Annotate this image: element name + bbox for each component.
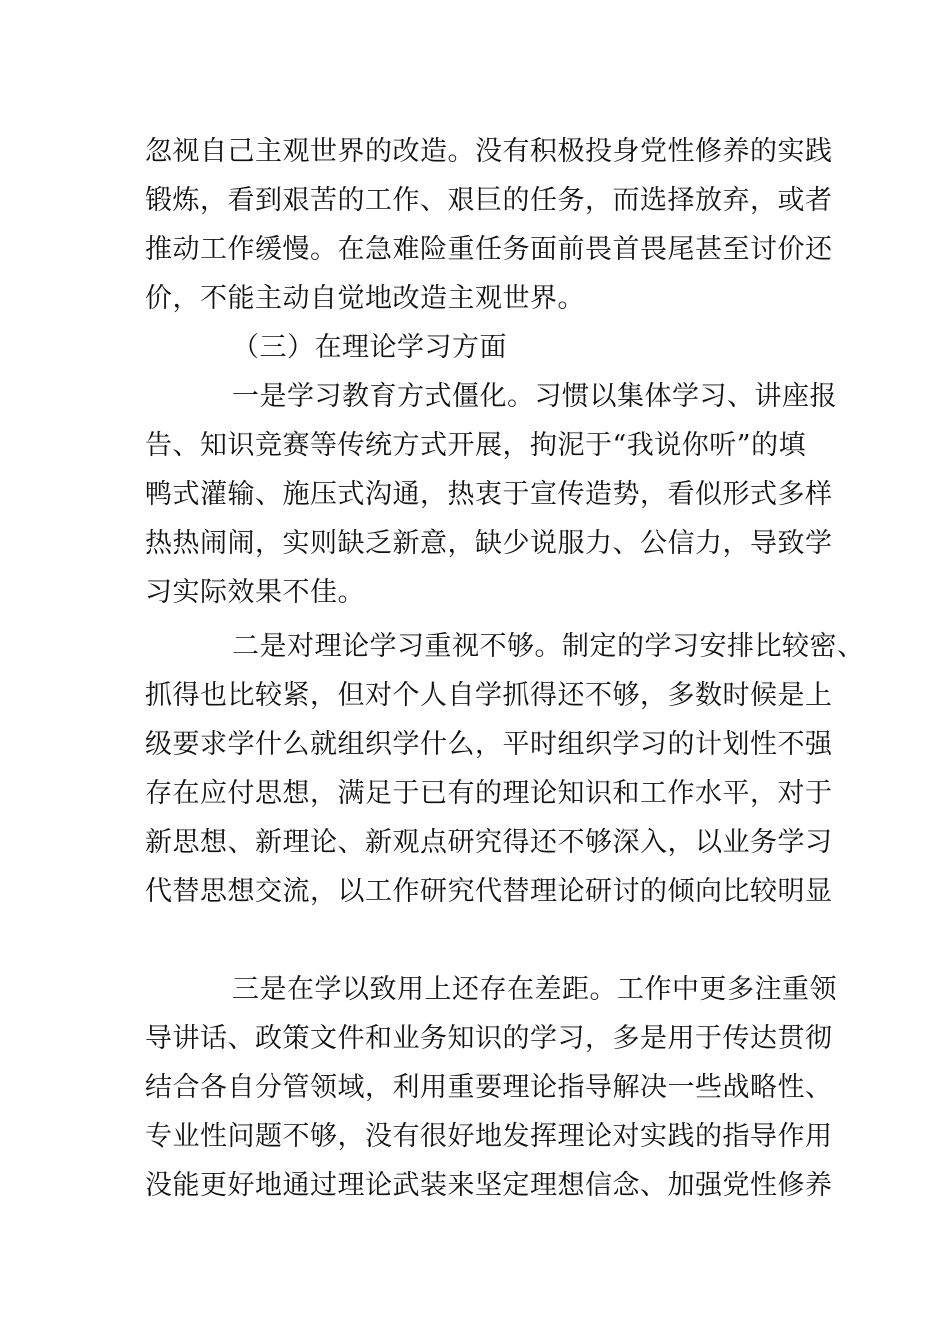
paragraph-first-line: 三是在学以致用上还存在差距。工作中更多注重领 — [232, 974, 837, 1005]
body-text-line: 推动工作缓慢。在急难险重任务面前畏首畏尾甚至讨价还 — [145, 234, 833, 265]
body-text-line: 专业性问题不够，没有很好地发挥理论对实践的指导作用 — [145, 1121, 833, 1152]
body-text-line: 导讲话、政策文件和业务知识的学习，多是用于传达贯彻 — [145, 1023, 833, 1054]
body-text-line: 热热闹闹，实则缺乏新意，缺少说服力、公信力，导致学 — [145, 528, 833, 559]
body-text-line: 新思想、新理论、新观点研究得还不够深入，以业务学习 — [145, 827, 833, 858]
body-text-line: 鸭式灌输、施压式沟通，热衷于宣传造势，看似形式多样 — [145, 479, 833, 510]
body-text-line: 习实际效果不佳。 — [145, 577, 365, 608]
body-text-line: 锻炼，看到艰苦的工作、艰巨的任务，而选择放弃，或者 — [145, 185, 833, 216]
body-text-line: 代替思想交流，以工作研究代替理论研讨的倾向比较明显 — [145, 876, 833, 907]
body-text-line: 告、知识竞赛等传统方式开展，拘泥于“我说你听”的填 — [145, 430, 807, 461]
body-text-line: 级要求学什么就组织学什么，平时组织学习的计划性不强 — [145, 729, 833, 760]
body-text-line: 抓得也比较紧，但对个人自学抓得还不够，多数时候是上 — [145, 680, 833, 711]
body-text-line: 存在应付思想，满足于已有的理论知识和工作水平，对于 — [145, 778, 833, 809]
body-text-line: 价，不能主动自觉地改造主观世界。 — [145, 283, 585, 314]
body-text-line: 结合各自分管领域，利用重要理论指导解决一些战略性、 — [145, 1072, 833, 1103]
body-text-line: 没能更好地通过理论武装来坚定理想信念、加强党性修养 — [145, 1170, 833, 1201]
paragraph-first-line: 二是对理论学习重视不够。制定的学习安排比较密、 — [232, 631, 865, 662]
paragraph-first-line: 一是学习教育方式僵化。习惯以集体学习、讲座报 — [232, 381, 837, 412]
section-heading: （三）在理论学习方面 — [232, 332, 507, 363]
body-text-line: 忽视自己主观世界的改造。没有积极投身党性修养的实践 — [145, 136, 833, 167]
